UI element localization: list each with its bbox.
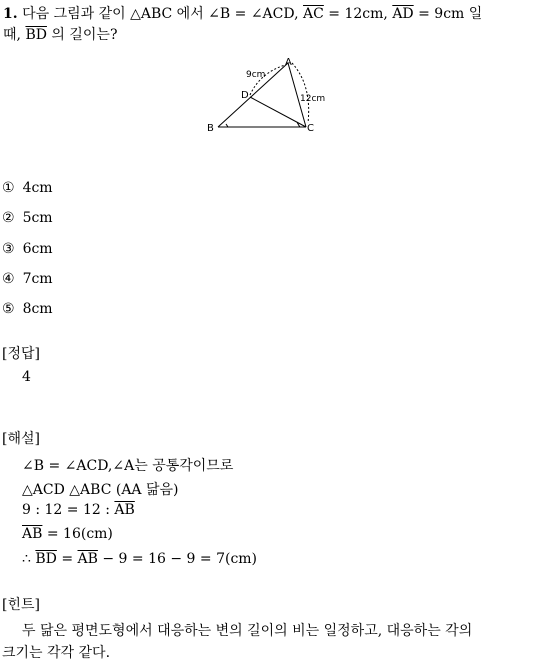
label-ad-length: 9cm [246, 70, 266, 80]
hint-line-1: 두 닮은 평면도형에서 대응하는 변의 길이의 비는 일정하고, 대응하는 각의 [22, 623, 473, 639]
choice-1-marker: ① [2, 180, 15, 196]
choice-4[interactable] [2, 271, 53, 287]
choice-4-text: 7cm [22, 271, 53, 287]
explanation-line-3-text: 9 : 12 = 12 : [22, 502, 115, 518]
question-text-2b: 의 길이는? [46, 27, 118, 43]
segment-ad: $\overline{AD}$ [392, 6, 414, 22]
choice-4-marker: ④ [2, 271, 15, 287]
question-text-1a: 다음 그림과 같이 △ABC 에서 ∠B = ∠ACD, [22, 6, 304, 22]
explanation-line-5-eq: = [56, 551, 78, 567]
choice-2-text: 5cm [22, 210, 53, 226]
explanation-heading: [해설] [2, 431, 40, 447]
choice-5-marker: ⑤ [2, 301, 15, 317]
choice-5-text: 8cm [22, 301, 53, 317]
label-c: C [307, 123, 314, 134]
triangle-figure [200, 55, 340, 140]
explanation-line-1: ∠B = ∠ACD,∠A는 공통각이므로 [22, 458, 234, 474]
explanation-line-4 [22, 526, 113, 542]
choice-5[interactable] [2, 301, 53, 317]
segment-ac: $\overline{AC}$ [303, 6, 324, 22]
question-number: 1. [3, 6, 18, 22]
explanation-line-5-therefore: ∴ [22, 551, 36, 567]
explanation-line-5-ab: $\overline{AB}$ [77, 551, 98, 567]
choice-1-text: 4cm [22, 180, 53, 196]
explanation-line-4-text: = 16(cm) [42, 526, 113, 542]
answer-value: 4 [22, 369, 31, 385]
label-d: D [241, 90, 249, 101]
question-text-2a: 때, [3, 27, 26, 43]
label-ac-length: 12cm [300, 94, 326, 104]
question-text-1c: = 9cm 일 [413, 6, 483, 22]
choice-3-marker: ③ [2, 241, 15, 257]
segment-bd: $\overline{BD}$ [25, 27, 47, 43]
explanation-line-5-bd: $\overline{BD}$ [35, 551, 57, 567]
label-b: B [207, 123, 214, 134]
question-line-1 [3, 3, 482, 23]
explanation-line-5 [22, 551, 257, 567]
choice-2-marker: ② [2, 210, 15, 226]
explanation-line-5-rest: − 9 = 16 − 9 = 7(cm) [97, 551, 258, 567]
choice-3[interactable] [2, 241, 53, 257]
explanation-line-3-ab: $\overline{AB}$ [114, 502, 135, 518]
question-line-2 [3, 24, 117, 44]
label-a: A [285, 57, 292, 68]
answer-heading: [정답] [2, 346, 40, 362]
hint-line-2: 크기는 각각 같다. [2, 645, 111, 661]
choice-1[interactable] [2, 180, 53, 196]
choice-2[interactable] [2, 210, 53, 226]
explanation-line-4-ab: $\overline{AB}$ [22, 526, 43, 542]
choice-3-text: 6cm [22, 241, 53, 257]
dashed-arc-ac [292, 63, 309, 123]
explanation-line-2: △ACD △ABC (AA 닮음) [22, 482, 179, 498]
explanation-line-3 [22, 502, 135, 518]
question-text-1b: = 12cm, [323, 6, 393, 22]
hint-heading: [힌트] [2, 597, 40, 613]
